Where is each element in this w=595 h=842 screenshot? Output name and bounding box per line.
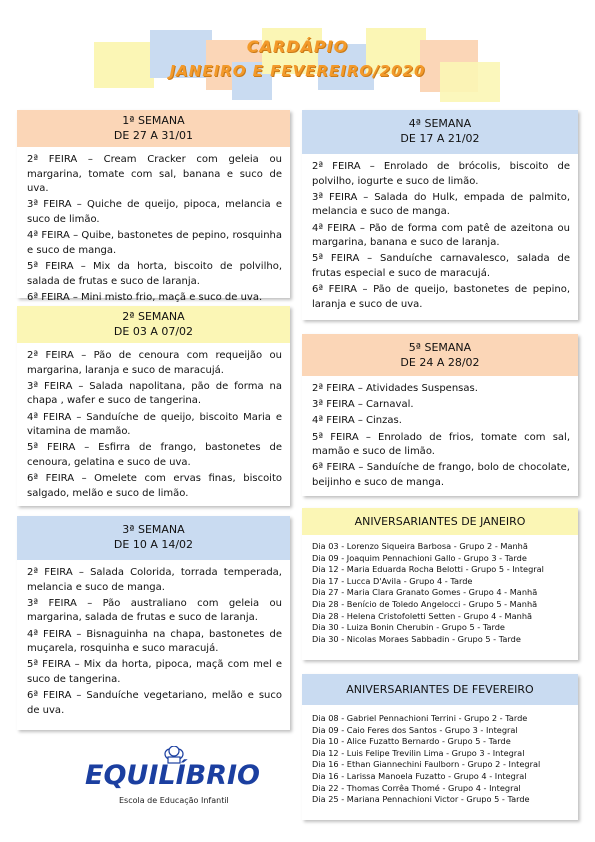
week-header [17,306,290,343]
menu-item: 2ª FEIRA – Cream Cracker com geleia ou margarina, tomate com sal, banana e suco de uva. [27,154,282,195]
menu-item: 6ª FEIRA – Omelete com ervas finas, biscoito salgado, melão e suco de limão. [27,473,282,499]
menu-item: 5ª FEIRA – Enrolado de frios, tomate com sal, mamão e suco de limão. [312,431,570,458]
menu-item: 5ª FEIRA – Sanduíche carnavalesco, salada de frutas especial e suco de maracujá. [312,253,570,279]
birthday-item: Dia 08 - Gabriel Pennachioni Terrini - Grupo 2 - Tarde [312,713,528,723]
menu-list [17,560,290,718]
birthday-item: Dia 28 - Benício de Toledo Angelocci - Grupo 5 - Manhã [312,598,538,609]
menu-item: 5ª FEIRA – Esfirra de frango, bastonetes de cenoura, gelatina e suco de uva. [27,442,282,468]
menu-item: 4ª FEIRA – Cinzas. [312,415,402,427]
week-title: 5ª SEMANA [408,341,472,354]
menu-item: 3ª FEIRA – Salada do Hulk, empada de palmito, melancia e suco de manga. [312,191,570,218]
menu-item: 5ª FEIRA – Mix da horta, biscoito de polvilho, salada de frutas e suco de laranja. [27,260,282,287]
week-header [302,110,578,154]
birthdays-header: ANIVERSARIANTES DE FEVEREIRO [302,674,578,705]
menu-item: 5ª FEIRA – Mix da horta, pipoca, maçã com mel e suco de tangerina. [27,659,282,685]
menu-item: 2ª FEIRA – Atividades Suspensas. [312,383,478,394]
birthday-item: Dia 12 - Luis Felipe Trevilin Lima - Grupo 3 - Integral [312,747,525,758]
birthdays-header: ANIVERSARIANTES DE JANEIRO [302,508,578,535]
week-dates: DE 17 A 21/02 [400,132,480,145]
week-dates: DE 27 A 31/01 [113,129,194,142]
birthdays-february-card [302,674,578,820]
menu-item: 2ª FEIRA – Salada Colorida, torrada temperada, melancia e suco de manga. [27,567,282,593]
birthday-item: Dia 17 - Lucca D'Avila - Grupo 4 - Tarde [312,575,473,586]
week-header [17,110,290,147]
birthday-item: Dia 03 - Lorenzo Siqueira Barbosa - Grupo 2 - Manhã [312,541,528,551]
page-subtitle: JANEIRO E FEVEREIRO/2020 [169,62,426,80]
week-dates: DE 10 A 14/02 [113,538,194,551]
birthday-item: Dia 10 - Alice Fuzatto Bernardo - Grupo 5 - Tarde [312,736,511,747]
menu-item: 3ª FEIRA – Pão australiano com geleia ou margarina, salada de frutas e suco de laranja. [27,597,282,624]
menu-item: 6ª FEIRA – Pão de queijo, bastonetes de pepino, laranja e suco de uva. [312,284,570,310]
birthday-item: Dia 09 - Caio Feres dos Santos - Grupo 3 - Integral [312,724,518,735]
week-card-4 [302,110,578,320]
week-card-5 [302,334,578,496]
page-title: CARDÁPIO [246,37,349,56]
logo-tagline: Escola de Educação Infantil [119,796,229,805]
menu-item: 2ª FEIRA – Pão de cenoura com requeijão ou margarina, laranja e suco de maracujá. [27,350,282,376]
menu-list [302,376,578,491]
birthday-item: Dia 30 - Luiza Bonin Cherubin - Grupo 5 - Tarde [312,622,505,633]
school-logo [85,752,260,808]
menu-item: 6ª FEIRA – Sanduíche de frango, bolo de chocolate, beijinho e suco de manga. [312,462,570,488]
birthday-item: Dia 16 - Larissa Manoela Fuzatto - Grupo 4 - Integral [312,770,527,781]
birthday-item: Dia 25 - Mariana Pennachioni Victor - Grupo 5 - Tarde [312,794,530,805]
menu-item: 3ª FEIRA – Carnaval. [312,399,414,411]
birthday-item: Dia 28 - Helena Cristofoletti Setten - Grupo 4 - Manhã [312,610,533,621]
week-card-3 [17,516,290,730]
week-header [302,334,578,376]
menu-item: 3ª FEIRA – Quiche de queijo, pipoca, melancia e suco de limão. [27,199,282,225]
menu-item: 4ª FEIRA – Quibe, bastonetes de pepino, rosquinha e suco de manga. [27,230,282,256]
birthday-item: Dia 09 - Joaquim Pennachioni Gallo - Grupo 3 - Tarde [312,552,527,563]
menu-item: 6ª FEIRA – Mini misto frio, maçã e suco de uva. [27,291,263,303]
menu-item: 4ª FEIRA – Pão de forma com patê de azeitona ou margarina, banana e suco de laranja. [312,222,570,249]
menu-list [17,147,290,305]
logo-wordmark: EQUILÍBRIO [85,760,260,791]
menu-item: 3ª FEIRA – Salada napolitana, pão de forma na chapa , wafer e suco de tangerina. [27,380,282,407]
week-card-2 [17,306,290,506]
week-title: 1ª SEMANA [122,114,185,127]
week-dates: DE 24 A 28/02 [400,356,480,369]
week-header [17,516,290,560]
week-dates: DE 03 A 07/02 [113,325,194,338]
birthday-item: Dia 12 - Maria Eduarda Rocha Belotti - Grupo 5 - Integral [312,564,544,575]
birthday-item: Dia 30 - Nicolas Moraes Sabbadin - Grupo 5 - Tarde [312,633,521,644]
menu-list [302,154,578,312]
menu-item: 4ª FEIRA – Bisnaguinha na chapa, bastonetes de muçarela, rosquinha e suco maracujá. [27,628,282,655]
menu-list [17,343,290,501]
week-card-1 [17,110,290,303]
menu-item: 6ª FEIRA – Sanduíche vegetariano, melão e suco de uva. [27,690,282,716]
birthday-item: Dia 16 - Ethan Giannechini Faulborn - Grupo 2 - Integral [312,759,541,770]
week-title: 4ª SEMANA [408,117,472,130]
week-title: 2ª SEMANA [122,310,185,323]
birthday-item: Dia 27 - Maria Clara Granato Gomes - Grupo 4 - Manhã [312,587,538,598]
menu-item: 4ª FEIRA – Sanduíche de queijo, biscoito Maria e vitamina de mamão. [27,411,282,438]
week-title: 3ª SEMANA [122,523,185,536]
birthday-list [302,535,578,645]
birthday-item: Dia 22 - Thomas Corrêa Thomé - Grupo 4 - Integral [312,782,521,793]
birthdays-january-card [302,508,578,660]
birthday-list [302,705,578,806]
menu-item: 2ª FEIRA – Enrolado de brócolis, biscoito de polvilho, iogurte e suco de limão. [312,161,570,187]
